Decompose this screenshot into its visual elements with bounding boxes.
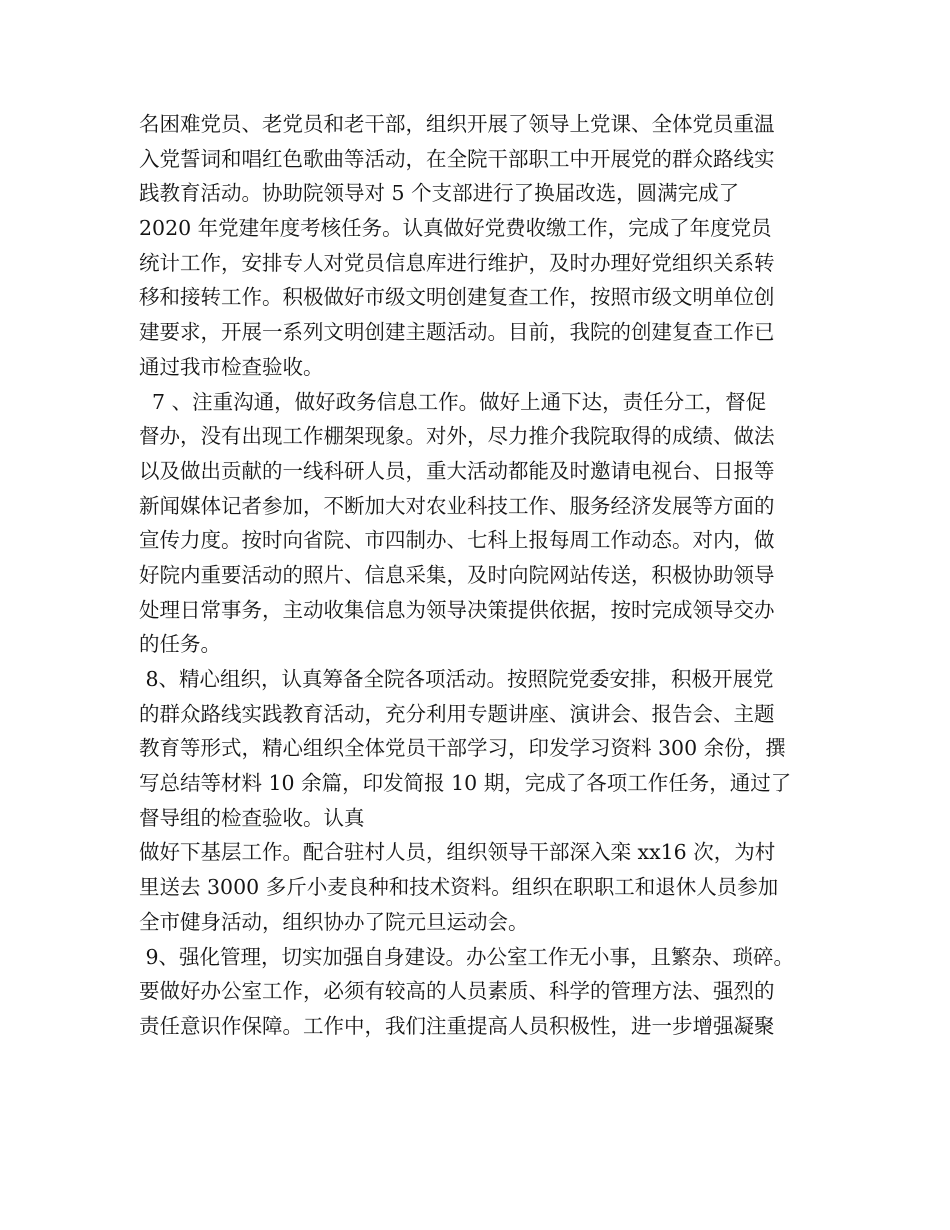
text-line: 移和接转工作。积极做好市级文明创建复查工作，按照市级文明单位创 — [139, 285, 775, 310]
text-line: 新闻媒体记者参加，不断加大对农业科技工作、服务经济发展等方面的 — [139, 493, 775, 518]
text-line: 处理日常事务，主动收集信息为领导决策提供依据，按时完成领导交办 — [139, 597, 775, 622]
text-line: 宣传力度。按时向省院、市四制办、七科上报每周工作动态。对内，做 — [139, 528, 775, 553]
text-line: 的任务。 — [139, 632, 221, 657]
text-line: 写总结等材料 10 余篇，印发简报 10 期，完成了各项工作任务，通过了 — [139, 771, 792, 796]
text-line: 通过我市检查验收。 — [139, 354, 324, 379]
text-line: 7 、注重沟通，做好政务信息工作。做好上通下达，责任分工，督促 — [139, 389, 767, 414]
text-line: 名困难党员、老党员和老干部，组织开展了领导上党课、全体党员重温 — [139, 112, 775, 136]
text-line: 做好下基层工作。配合驻村人员，组织领导干部深入栾 xx16 次，为村 — [139, 840, 776, 865]
text-line: 入党誓词和唱红色歌曲等活动，在全院干部职工中开展党的群众路线实 — [139, 146, 775, 171]
text-line: 的群众路线实践教育活动，充分利用专题讲座、演讲会、报告会、主题 — [139, 701, 775, 726]
text-line: 要做好办公室工作，必须有较高的人员素质、科学的管理方法、强烈的 — [139, 979, 775, 1004]
text-line: 好院内重要活动的照片、信息采集，及时向院网站传送，积极协助领导 — [139, 562, 775, 587]
text-line: 以及做出贡献的一线科研人员，重大活动都能及时邀请电视台、日报等 — [139, 458, 775, 483]
text-line: 9、强化管理，切实加强自身建设。办公室工作无小事，且繁杂、琐碎。 — [139, 944, 795, 969]
text-line: 8、精心组织，认真筹备全院各项活动。按照院党委安排，积极开展党 — [139, 667, 774, 691]
text-line: 责任意识作保障。工作中，我们注重提高人员积极性，进一步增强凝聚 — [139, 1013, 775, 1038]
body-text — [139, 107, 829, 1044]
text-line: 教育等形式，精心组织全体党员干部学习，印发学习资料 300 余份，撰 — [139, 736, 786, 761]
text-line: 建要求，开展一系列文明创建主题活动。目前，我院的创建复查工作已 — [139, 320, 775, 345]
text-line: 里送去 3000 多斤小麦良种和技术资料。组织在职职工和退休人员参加 — [139, 875, 779, 900]
text-line: 践教育活动。协助院领导对 5 个支部进行了换届改选，圆满完成了 — [139, 181, 740, 206]
text-line: 督导组的检查验收。认真 — [139, 805, 365, 830]
text-line: 全市健身活动，组织协办了院元旦运动会。 — [139, 909, 529, 934]
text-line: 统计工作，安排专人对党员信息库进行维护，及时办理好党组织关系转 — [139, 250, 775, 275]
text-line: 督办，没有出现工作棚架现象。对外，尽力推介我院取得的成绩、做法 — [139, 424, 775, 449]
text-line: 2020 年党建年度考核任务。认真做好党费收缴工作，完成了年度党员 — [139, 216, 772, 241]
